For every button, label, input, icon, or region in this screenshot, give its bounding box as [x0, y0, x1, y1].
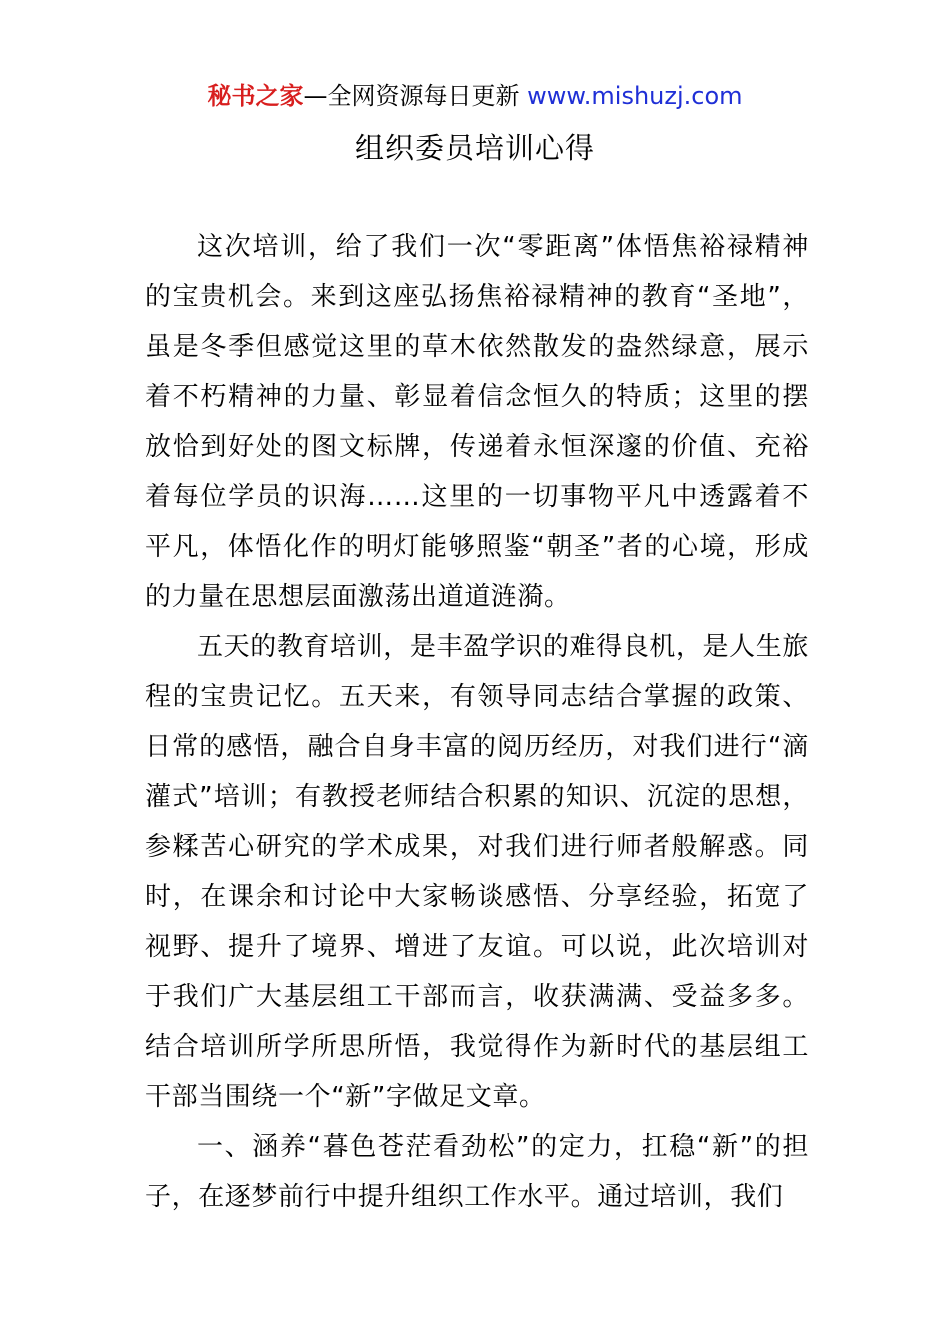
site-tagline: —全网资源每日更新 [303, 82, 528, 110]
document-body [145, 222, 809, 1222]
paragraph: 一、涵养“暮色苍茫看劲松”的定力，扛稳“新”的担子，在逐梦前行中提升组织工作水平。通过培训，我们 [145, 1132, 809, 1212]
paragraph: 这次培训，给了我们一次“零距离”体悟焦裕禄精神的宝贵机会。来到这座弘扬焦裕禄精神的教育“圣地”，虽是冬季但感觉这里的草木依然散发的盎然绿意，展示着不朽精神的力量、彰显着信念恒久的特质；这里的摆放恰到好处的图文标牌，传递着永恒深邃的价值、充裕着每位学员的识海……这里的一切事物平凡中透露着不平凡，体悟化作的明灯能够照鉴“朝圣”者的心境，形成的力量在思想层面激荡出道道涟漪。 [145, 232, 809, 612]
site-header [0, 78, 950, 114]
paragraph: 五天的教育培训，是丰盈学识的难得良机，是人生旅程的宝贵记忆。五天来，有领导同志结合掌握的政策、日常的感悟，融合自身丰富的阅历经历，对我们进行“滴灌式”培训；有教授老师结合积累的知识、沉淀的思想，参糅苦心研究的学术成果，对我们进行师者般解惑。同时，在课余和讨论中大家畅谈感悟、分享经验，拓宽了视野、提升了境界、增进了友谊。可以说，此次培训对于我们广大基层组工干部而言，收获满满、受益多多。结合培训所学所思所悟，我觉得作为新时代的基层组工干部当围绕一个“新”字做足文章。 [145, 632, 809, 1112]
document-title: 组织委员培训心得 [354, 131, 595, 165]
site-url-link[interactable]: www.mishuzj.com [527, 82, 743, 110]
site-brand: 秘书之家 [207, 82, 304, 110]
